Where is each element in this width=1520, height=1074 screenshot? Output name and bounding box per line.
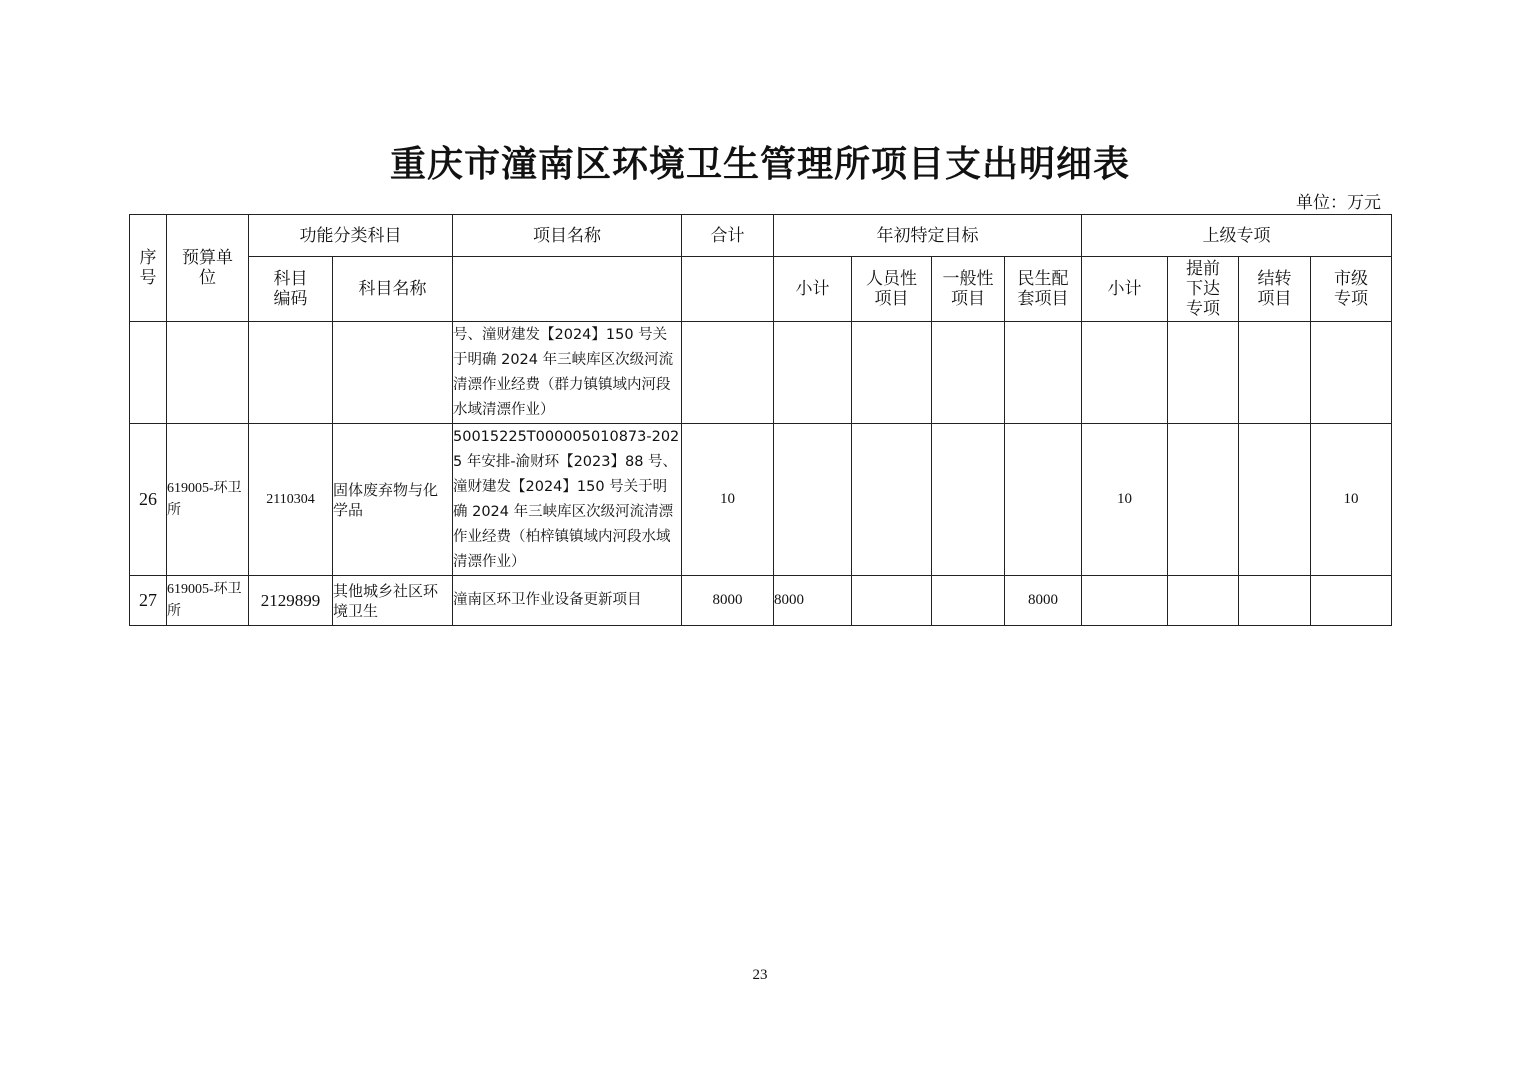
cell-carryover	[1239, 424, 1311, 576]
header-subtotal-a: 小计	[774, 257, 852, 322]
cell-project: 潼南区环卫作业设备更新项目	[453, 576, 682, 626]
cell-unit: 619005-环卫所	[167, 424, 249, 576]
cell-unit: 619005-环卫所	[167, 576, 249, 626]
cell-carryover	[1239, 576, 1311, 626]
header-func-class: 功能分类科目	[249, 215, 453, 257]
cell-unit	[167, 322, 249, 424]
cell-project: 号、潼财建发【2024】150 号关于明确 2024 年三峡库区次级河流清漂作业经费（群力镇镇域内河段水域清漂作业）	[453, 322, 682, 424]
cell-total	[682, 322, 774, 424]
cell-seq: 27	[130, 576, 167, 626]
cell-advance	[1168, 576, 1239, 626]
cell-personnel	[852, 322, 932, 424]
table-row	[130, 424, 1392, 576]
cell-subject: 其他城乡社区环境卫生	[333, 576, 453, 626]
cell-livelihood: 8000	[1005, 576, 1082, 626]
cell-subtotal-b: 10	[1082, 424, 1168, 576]
cell-seq	[130, 322, 167, 424]
header-budget-unit: 预算单位	[167, 215, 249, 322]
header-general: 一般性项目	[932, 257, 1005, 322]
cell-code	[249, 322, 333, 424]
cell-subtotal-b	[1082, 576, 1168, 626]
cell-personnel	[852, 424, 932, 576]
header-row-sub	[130, 257, 1392, 322]
header-row-top	[130, 215, 1392, 257]
page-number: 23	[752, 967, 768, 983]
cell-livelihood	[1005, 322, 1082, 424]
table-row	[130, 576, 1392, 626]
cell-subtotal-a	[774, 322, 852, 424]
header-total-blank	[682, 257, 774, 322]
cell-subtotal-a	[774, 424, 852, 576]
cell-carryover	[1239, 322, 1311, 424]
expenditure-table	[129, 214, 1392, 626]
header-superior-special: 上级专项	[1082, 215, 1392, 257]
cell-general	[932, 322, 1005, 424]
cell-advance	[1168, 322, 1239, 424]
cell-personnel	[852, 576, 932, 626]
cell-code: 2129899	[249, 576, 333, 626]
cell-city: 10	[1311, 424, 1392, 576]
cell-project: 50015225T000005010873-2025 年安排-渝财环【2023】88 号、潼财建发【2024】150 号关于明确 2024 年三峡库区次级河流清漂作业经费（柏梓镇镇域内河段水域清漂作业）	[453, 424, 682, 576]
page-title: 重庆市潼南区环境卫生管理所项目支出明细表	[389, 143, 1130, 185]
cell-subtotal-a: 8000	[774, 576, 852, 626]
header-subject-code: 科目编码	[249, 257, 333, 322]
cell-livelihood	[1005, 424, 1082, 576]
cell-subject	[333, 322, 453, 424]
header-seq: 序号	[130, 215, 167, 322]
unit-label: 单位：万元	[1296, 193, 1381, 213]
header-subtotal-b: 小计	[1082, 257, 1168, 322]
cell-code: 2110304	[249, 424, 333, 576]
header-total: 合计	[682, 215, 774, 257]
header-personnel: 人员性项目	[852, 257, 932, 322]
cell-subtotal-b	[1082, 322, 1168, 424]
cell-subject: 固体废弃物与化学品	[333, 424, 453, 576]
cell-general	[932, 424, 1005, 576]
cell-advance	[1168, 424, 1239, 576]
header-carryover: 结转项目	[1239, 257, 1311, 322]
header-city-special: 市级专项	[1311, 257, 1392, 322]
table-row	[130, 322, 1392, 424]
cell-city	[1311, 322, 1392, 424]
header-project-name-blank	[453, 257, 682, 322]
header-subject-name: 科目名称	[333, 257, 453, 322]
cell-city	[1311, 576, 1392, 626]
cell-general	[932, 576, 1005, 626]
header-livelihood: 民生配套项目	[1005, 257, 1082, 322]
cell-total: 10	[682, 424, 774, 576]
header-project-name: 项目名称	[453, 215, 682, 257]
cell-seq: 26	[130, 424, 167, 576]
header-initial-target: 年初特定目标	[774, 215, 1082, 257]
cell-total: 8000	[682, 576, 774, 626]
header-advance: 提前下达专项	[1168, 257, 1239, 322]
